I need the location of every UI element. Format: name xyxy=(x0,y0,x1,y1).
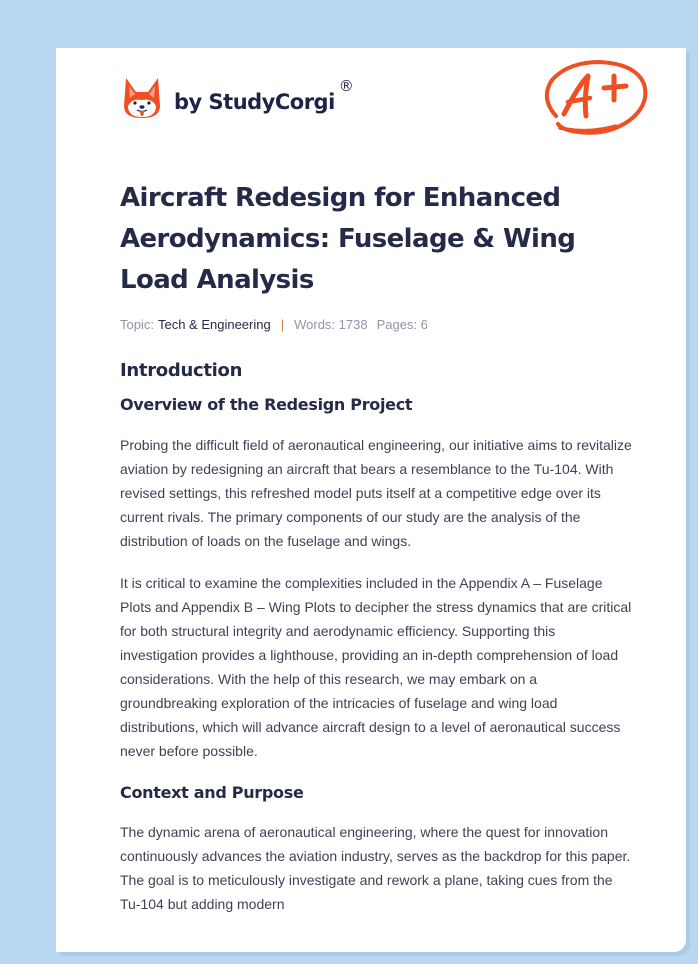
paragraph: It is critical to examine the complexities included in the Appendix A – Fuselage Plots and Appendix B – Wing Plots to decipher the stress dynamics that are critical for both structural integrity and aerodynamic efficiency. Supporting this investigation provides a lighthouse, providing an in-depth comprehension of load considerations. With the help of this research, we may embark on a groundbreaking exploration of the intricacies of fuselage and wing load distributions, which will advance aircraft design to a level of aeronautical success never before possible. xyxy=(120,575,632,759)
paragraph: Probing the difficult field of aeronautical engineering, our initiative aims to revitalize aviation by redesigning an aircraft that bears a resemblance to the Tu-104. With revised settings, this refreshed model puts itself at a competitive edge over its current rivals. The primary components of our study are the analysis of the distribution of loads on the fuselage and wings. xyxy=(120,437,632,549)
paragraph: The dynamic arena of aeronautical engineering, where the quest for innovation continuously advances the aviation industry, serves as the backdrop for this paper. The goal is to meticulously investigate and rework a plane, taking cues from the Tu-104 but adding modern xyxy=(120,824,631,912)
registered-mark: ® xyxy=(338,77,354,95)
document-content xyxy=(120,178,630,916)
document-title: Aircraft Redesign for Enhanced Aerodynamics: Fuselage & Wing Load Analysis xyxy=(120,183,576,295)
a-plus-grade-icon xyxy=(538,58,650,140)
subsection-heading-overview: Overview of the Redesign Project xyxy=(120,395,413,414)
document-meta xyxy=(120,317,630,332)
brand-name: by StudyCorgi xyxy=(174,90,335,114)
document-card xyxy=(56,48,686,952)
studycorgi-logo[interactable] xyxy=(122,76,354,120)
word-count: Words: 1738 xyxy=(294,317,368,332)
section-heading-introduction: Introduction xyxy=(120,360,243,381)
subsection-heading-context: Context and Purpose xyxy=(120,783,304,802)
topic-link[interactable]: Tech & Engineering xyxy=(157,317,271,332)
topic-label: Topic: xyxy=(120,317,154,332)
page-count: Pages: 6 xyxy=(376,317,428,332)
meta-separator: | xyxy=(280,317,285,332)
corgi-icon xyxy=(122,76,162,120)
